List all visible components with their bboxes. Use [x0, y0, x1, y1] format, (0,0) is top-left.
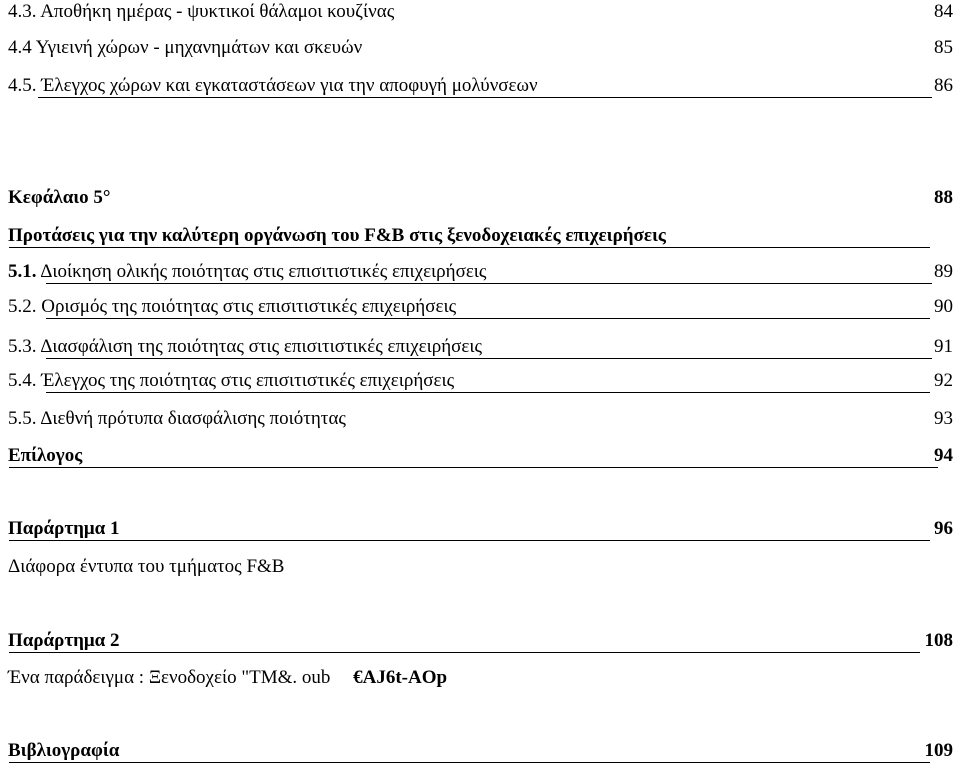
appendix-1-subtitle: Διάφορα έντυπα του τμήματος F&B — [8, 556, 285, 577]
toc-entry-label: 4.3. Αποθήκη ημέρας - ψυκτικοί θάλαμοι κουζίνας — [8, 1, 395, 22]
toc-entry-label: Έλεγχος χώρων και εγκαταστάσεων για την αποφυγή μολύνσεων — [41, 75, 538, 96]
toc-entry-label: Έλεγχος της ποιότητας στις επισιτιστικές επιχειρήσεις — [41, 370, 455, 391]
toc-entry-label: 4.4 Υγιεινή χώρων - μηχανημάτων και σκευών — [8, 37, 363, 58]
toc-page-number: 88 — [934, 187, 953, 208]
underline-rule — [9, 247, 930, 248]
toc-page-number: 86 — [934, 75, 953, 96]
underline-rule — [46, 318, 930, 319]
toc-entry-5-2 — [8, 296, 456, 318]
toc-entry-5-4 — [8, 370, 454, 392]
toc-entry-number: 5.2. — [8, 296, 37, 317]
toc-entry-5-1 — [8, 261, 486, 283]
toc-entry-label: Ορισμός της ποιότητας στις επισιτιστικές επιχειρήσεις — [41, 296, 457, 317]
toc-page-number: 89 — [934, 261, 953, 282]
toc-entry-4-3 — [8, 1, 394, 23]
toc-entry-number: 5.1. — [8, 261, 37, 282]
underline-rule — [9, 762, 930, 763]
underline-rule — [9, 467, 938, 468]
toc-entry-5-5 — [8, 408, 346, 430]
appendix-2-subtitle-garbled: €AJ6t-AOp — [353, 667, 448, 688]
toc-entry-label: Διασφάλιση της ποιότητας στις επισιτιστικές επιχειρήσεις — [40, 336, 482, 357]
toc-entry-appendix-1: Παράρτημα 1 — [8, 518, 120, 539]
appendix-2-subtitle — [8, 667, 447, 689]
toc-page-number: 92 — [934, 370, 953, 391]
underline-rule — [46, 392, 930, 393]
toc-entry-4-4 — [8, 37, 362, 59]
underline-rule — [46, 358, 932, 359]
toc-entry-number: 5.4. — [8, 370, 37, 391]
toc-page-number: 96 — [934, 518, 953, 539]
toc-entry-bibliography: Βιβλιογραφία — [8, 740, 120, 761]
toc-entry-4-5 — [8, 75, 538, 97]
appendix-2-subtitle-text: Ένα παράδειγμα : Ξενοδοχείο "TM&. oub — [8, 667, 331, 688]
underline-rule — [38, 97, 932, 98]
toc-entry-number: 5.3. — [8, 336, 37, 357]
underline-rule — [9, 652, 920, 653]
toc-entry-label: Διοίκηση ολικής ποιότητας στις επισιτιστικές επιχειρήσεις — [40, 261, 487, 282]
toc-page-number: 84 — [934, 1, 953, 22]
toc-entry-label: 5.5. Διεθνή πρότυπα διασφάλισης ποιότητας — [8, 408, 346, 429]
toc-entry-number: 4.5. — [8, 75, 37, 96]
toc-entry-5-3 — [8, 336, 482, 358]
toc-entry-appendix-2: Παράρτημα 2 — [8, 630, 120, 651]
toc-page-number: 94 — [934, 445, 953, 466]
chapter-5-heading: Κεφάλαιο 5° — [8, 187, 111, 208]
chapter-5-subtitle: Προτάσεις για την καλύτερη οργάνωση του F&B στις ξενοδοχειακές επιχειρήσεις — [8, 225, 666, 246]
toc-page-number: 85 — [934, 37, 953, 58]
underline-rule — [46, 283, 932, 284]
toc-page-number: 109 — [924, 740, 953, 761]
underline-rule — [9, 540, 930, 541]
toc-page-number: 90 — [934, 296, 953, 317]
toc-page-number: 108 — [924, 630, 953, 651]
toc-entry-epilogue: Επίλογος — [8, 445, 83, 466]
toc-page-number: 93 — [934, 408, 953, 429]
toc-page-number: 91 — [934, 336, 953, 357]
